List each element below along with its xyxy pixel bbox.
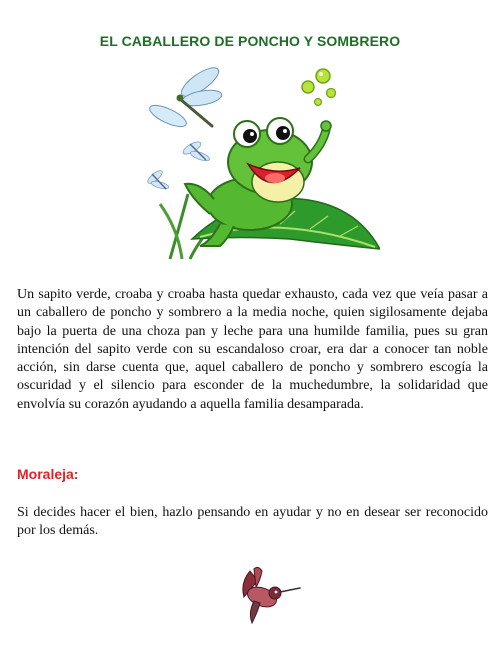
moral-paragraph: Si decides hacer el bien, hazlo pensando en ayudar y no en desear ser reconocido por los demás.: [17, 505, 488, 539]
small-dragonfly-icon: [146, 140, 211, 191]
bubbles-icon: [302, 69, 336, 106]
moral-heading: Moraleja:: [17, 466, 79, 482]
frog-illustration: [130, 64, 380, 264]
dragonfly-icon: [147, 64, 223, 131]
hummingbird-icon: [228, 563, 303, 625]
story-paragraph: Un sapito verde, croaba y croaba hasta quedar exhausto, cada vez que veía pasar a un caballero de poncho y sombrero a la media noche, quien sigilosamente dejaba bajo la puerta de una choza pan y leche para una humilde familia, pues su gran intención del sapito verde con su escandaloso croar, era dar a conocer tan noble acción, sin darse cuenta que, aquel caballero de poncho y sombrero escogía la oscuridad y el silencio para esconder de la muchedumbre, la solidaridad que envolvía su corazón ayudando a aquella familia desamparada.: [17, 287, 488, 412]
page-title: EL CABALLERO DE PONCHO Y SOMBRERO: [99, 33, 401, 49]
